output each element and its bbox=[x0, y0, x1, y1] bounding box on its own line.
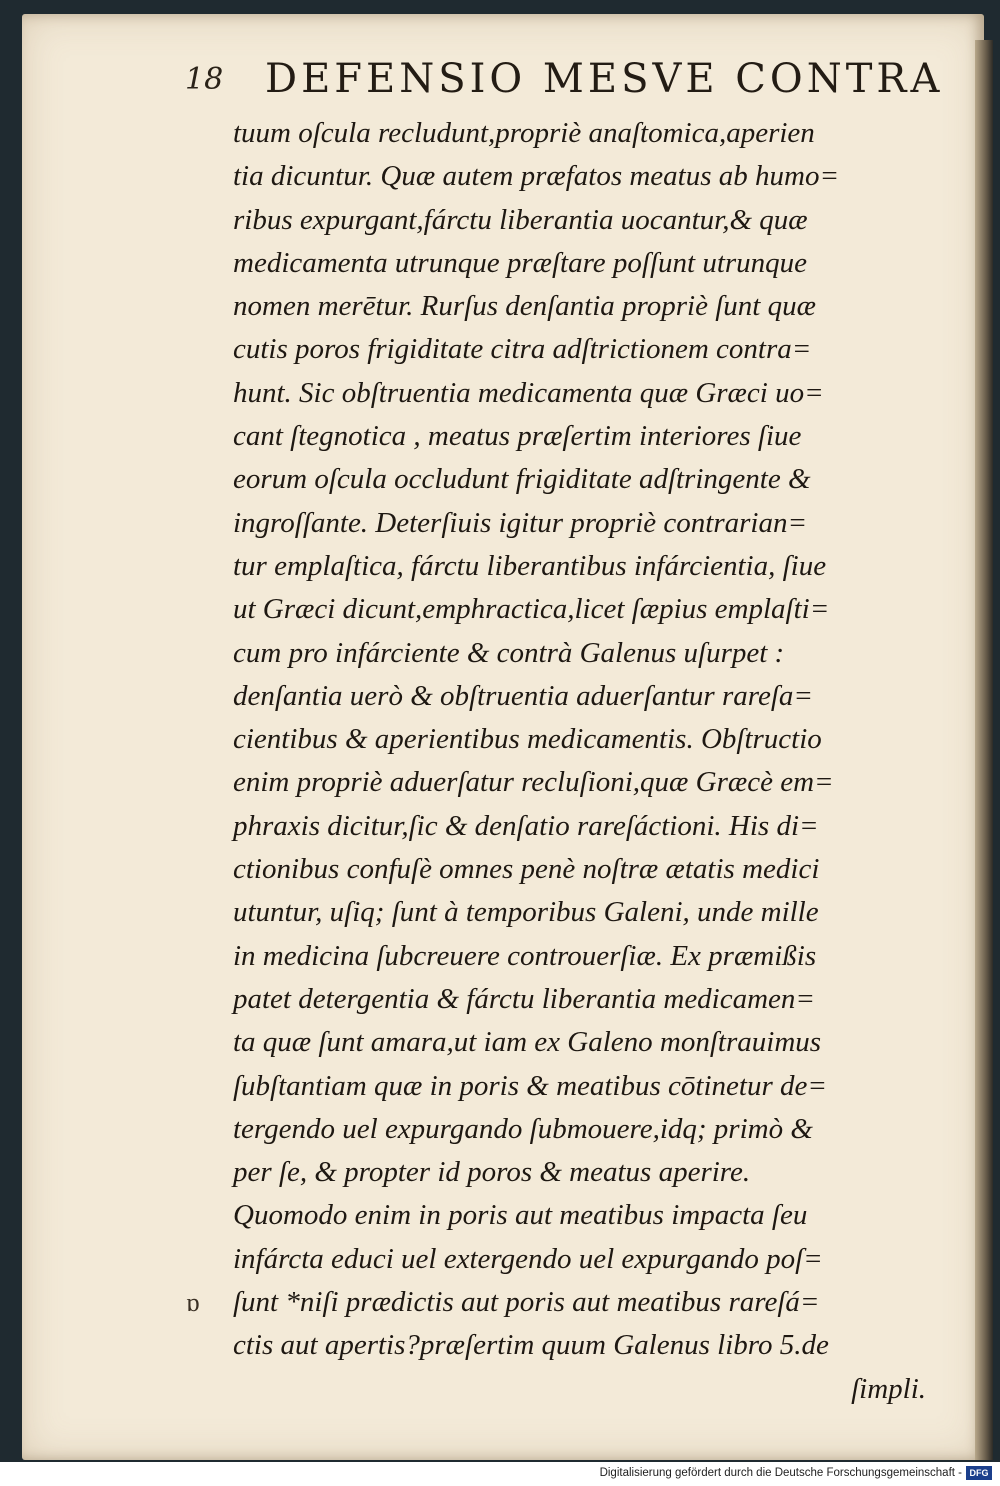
text-line: ut Græci dicunt,emphractica,licet ſæpius emplaſti= bbox=[233, 593, 830, 626]
text-line: tergendo uel expurgando ſubmouere,idq; primò & bbox=[233, 1112, 813, 1145]
text-line: cum pro infárciente & contrà Galenus uſurpet : bbox=[233, 636, 785, 669]
text-line: ſubſtantiam quæ in poris & meatibus cōtinetur de= bbox=[233, 1069, 827, 1102]
text-line: phraxis dicitur,ſic & denſatio rareſáctioni. His di= bbox=[233, 809, 819, 842]
page-edge bbox=[975, 40, 993, 1460]
body-text bbox=[233, 112, 938, 1411]
text-line: ctionibus confuſè omnes penè noſtræ ætatis medici bbox=[233, 853, 820, 886]
text-line: patet detergentia & fárctu liberantia medicamen= bbox=[233, 982, 815, 1015]
text-line: enim propriè aduerſatur recluſioni,quæ Græcè em= bbox=[233, 766, 834, 799]
text-line: eorum oſcula occludunt frigiditate adſtringente & bbox=[233, 463, 811, 496]
text-line: tur emplaſtica, fárctu liberantibus infárcientia, ſiue bbox=[233, 549, 827, 582]
text-line: cutis poros frigiditate citra adſtrictionem contra= bbox=[233, 333, 812, 366]
margin-mark: ɒ bbox=[186, 1288, 200, 1317]
text-line: hunt. Sic obſtruentia medicamenta quæ Græci uo= bbox=[233, 376, 824, 409]
text-line-catchword: ſimpli. bbox=[851, 1372, 926, 1405]
text-line: per ſe, & propter id poros & meatus aperire. bbox=[233, 1156, 751, 1189]
text-line: nomen merētur. Rurſus denſantia propriè ſunt quæ bbox=[233, 290, 816, 323]
text-line: infárcta educi uel extergendo uel expurgando poſ= bbox=[233, 1242, 823, 1275]
text-line: medicamenta utrunque præſtare poſſunt utrunque bbox=[233, 246, 808, 279]
text-line: cant ſtegnotica , meatus præſertim interiores ſiue bbox=[233, 420, 802, 453]
text-line: ctis aut apertis?præſertim quum Galenus libro 5.de bbox=[233, 1329, 829, 1362]
running-title: DEFENSIO MESVE CONTRA bbox=[265, 56, 944, 102]
text-line: in medicina ſubcreuere controuerſiæ. Ex præmißis bbox=[233, 939, 817, 972]
text-line: denſantia uerò & obſtruentia aduerſantur rareſa= bbox=[233, 679, 813, 712]
text-line: ta quæ ſunt amara,ut iam ex Galeno monſtrauimus bbox=[233, 1026, 822, 1059]
text-line: cientibus & aperientibus medicamentis. Obſtructio bbox=[233, 723, 822, 756]
text-line: tuum oſcula recludunt,propriè anaſtomica,aperien bbox=[233, 117, 815, 149]
text-line: ſunt *niſi prædictis aut poris aut meatibus rareſá= bbox=[233, 1286, 820, 1319]
footer-bar bbox=[0, 1462, 1000, 1486]
text-line: ribus expurgant,fárctu liberantia uocantur,& quæ bbox=[233, 203, 808, 236]
text-line: ingroſſante. Deterſiuis igitur propriè contrarian= bbox=[233, 506, 808, 539]
text-line: utuntur, uſiq; ſunt à temporibus Galeni, unde mille bbox=[233, 896, 819, 929]
text-line: Quomodo enim in poris aut meatibus impacta ſeu bbox=[233, 1199, 808, 1232]
funding-note: Digitalisierung gefördert durch die Deutsche Forschungsgemeinschaft - bbox=[599, 1467, 962, 1479]
text-line: tia dicuntur. Quæ autem præfatos meatus ab humo= bbox=[233, 160, 840, 193]
dfg-logo: DFG bbox=[966, 1466, 992, 1480]
page-number: 18 bbox=[185, 62, 224, 97]
page-header bbox=[185, 56, 944, 104]
